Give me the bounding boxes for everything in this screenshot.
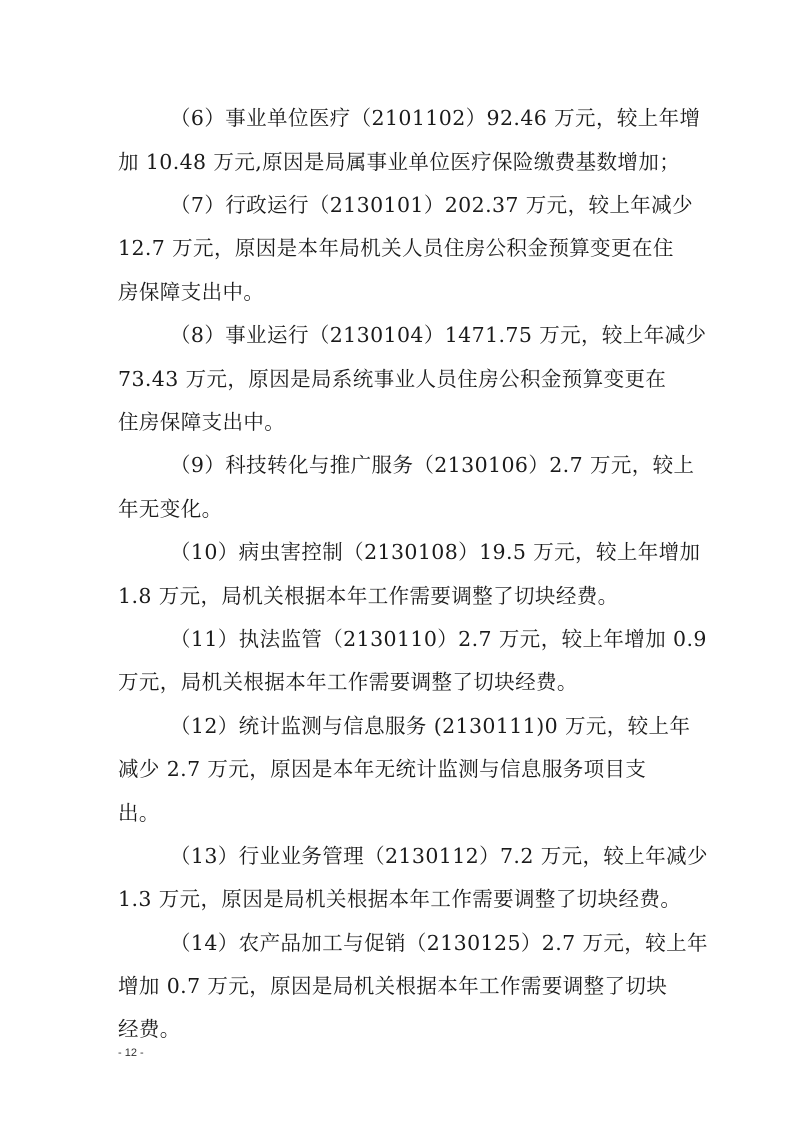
paragraph-13-line-2: 1.3 万元，原因是局机关根据本年工作需要调整了切块经费。 [118, 887, 682, 911]
paragraph-11-line-1: （11）执法监管（2130110）2.7 万元，较上年增加 0.9 [170, 627, 707, 651]
paragraph-12-line-3: 出。 [118, 801, 160, 825]
paragraph-8-line-3: 住房保障支出中。 [118, 410, 286, 434]
paragraph-6-line-1: （6）事业单位医疗（2101102）92.46 万元，较上年增 [170, 106, 701, 130]
paragraph-7-line-2: 12.7 万元，原因是本年局机关人员住房公积金预算变更在住 [118, 236, 674, 260]
paragraph-11-line-2: 万元，局机关根据本年工作需要调整了切块经费。 [118, 670, 578, 694]
paragraph-13-line-1: （13）行业业务管理（2130112）7.2 万元，较上年减少 [170, 844, 708, 868]
paragraph-9-line-1: （9）科技转化与推广服务（2130106）2.7 万元，较上 [170, 453, 695, 477]
page-number: - 12 - [118, 1047, 144, 1059]
paragraph-6-line-2: 加 10.48 万元,原因是局属事业单位医疗保险缴费基数增加； [118, 150, 681, 174]
paragraph-12-line-2: 减少 2.7 万元，原因是本年无统计监测与信息服务项目支 [118, 757, 647, 781]
paragraph-10-line-1: （10）病虫害控制（2130108）19.5 万元，较上年增加 [170, 540, 701, 564]
paragraph-12-line-1: （12）统计监测与信息服务 (2130111)0 万元，较上年 [170, 714, 691, 738]
paragraph-10-line-2: 1.8 万元，局机关根据本年工作需要调整了切块经费。 [118, 584, 619, 608]
paragraph-14-line-2: 增加 0.7 万元，原因是局机关根据本年工作需要调整了切块 [118, 974, 668, 998]
paragraph-9-line-2: 年无变化。 [118, 497, 223, 521]
paragraph-8-line-1: （8）事业运行（2130104）1471.75 万元，较上年减少 [170, 323, 707, 347]
paragraph-8-line-2: 73.43 万元，原因是局系统事业人员住房公积金预算变更在 [118, 367, 667, 391]
paragraph-14-line-3: 经费。 [118, 1017, 181, 1041]
paragraph-14-line-1: （14）农产品加工与促销（2130125）2.7 万元，较上年 [170, 931, 708, 955]
paragraph-7-line-1: （7）行政运行（2130101）202.37 万元，较上年减少 [170, 193, 693, 217]
paragraph-7-line-3: 房保障支出中。 [118, 280, 265, 304]
